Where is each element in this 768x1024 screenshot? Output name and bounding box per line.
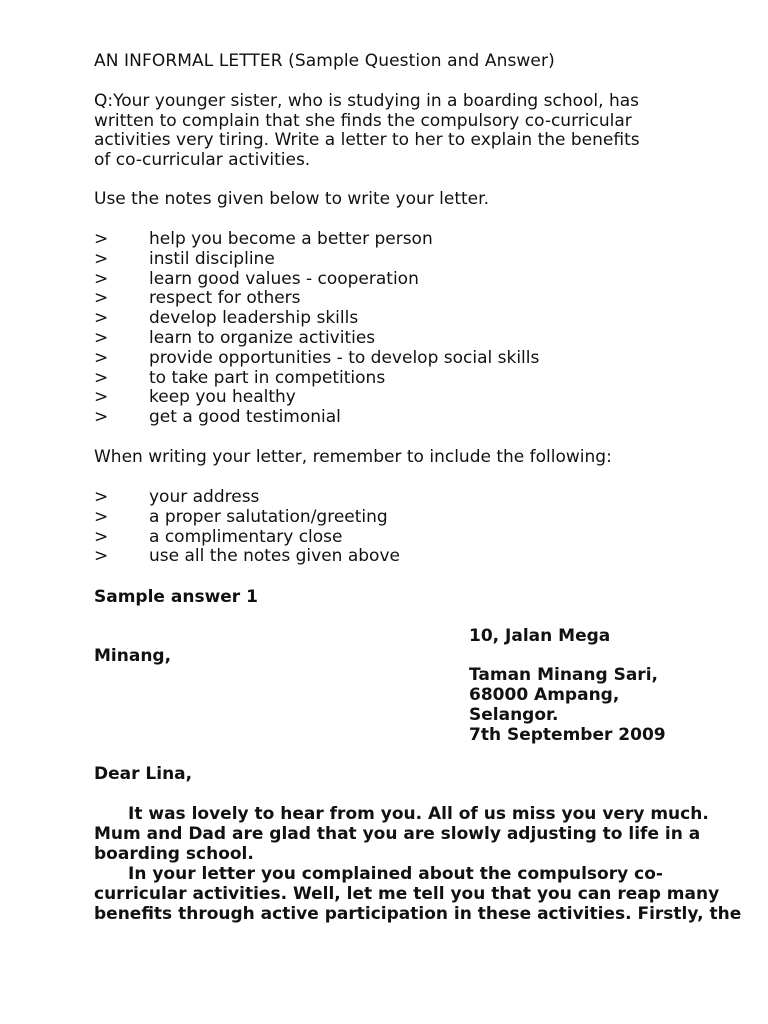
list-item: [94, 348, 694, 368]
document-title: AN INFORMAL LETTER (Sample Question and Answer): [94, 51, 555, 71]
body-line: Mum and Dad are glad that you are slowly adjusting to life in a: [94, 824, 701, 844]
question-line: written to complain that she finds the compulsory co-curricular: [94, 110, 632, 131]
note-text: keep you healthy: [149, 387, 296, 408]
note-text: get a good testimonial: [149, 407, 341, 428]
bullet-marker: >: [94, 268, 109, 289]
address-line: 10, Jalan Mega: [469, 626, 611, 646]
bullet-marker: >: [94, 407, 109, 428]
address-line: Selangor.: [469, 705, 559, 725]
letter-date: 7th September 2009: [469, 725, 666, 745]
bullet-marker: >: [94, 308, 109, 329]
bullet-marker: >: [94, 347, 109, 368]
note-text: learn good values - cooperation: [149, 268, 419, 289]
note-text: respect for others: [149, 288, 301, 309]
address-line-wrap: Minang,: [94, 646, 172, 666]
address-line: 68000 Ampang,: [469, 685, 620, 705]
list-item: [94, 269, 694, 289]
notes-list: [94, 229, 694, 427]
question-text: [94, 91, 640, 170]
list-item: [94, 487, 694, 507]
bullet-marker: >: [94, 288, 109, 309]
list-item: [94, 527, 694, 547]
note-text: learn to organize activities: [149, 327, 376, 348]
note-text: instil discipline: [149, 248, 275, 269]
remember-intro: When writing your letter, remember to include the following:: [94, 447, 612, 467]
salutation: Dear Lina,: [94, 764, 193, 784]
question-line: activities very tiring. Write a letter to her to explain the benefits: [94, 130, 640, 151]
question-line: of co-curricular activities.: [94, 150, 311, 171]
list-item: [94, 328, 694, 348]
list-item: [94, 249, 694, 269]
requirements-list: [94, 487, 694, 566]
requirement-text: a complimentary close: [149, 526, 343, 547]
body-line: In your letter you complained about the compulsory co-: [128, 864, 663, 884]
address-block: [469, 665, 666, 745]
bullet-marker: >: [94, 487, 109, 507]
list-item: [94, 288, 694, 308]
body-line: It was lovely to hear from you. All of us miss you very much.: [128, 804, 709, 824]
bullet-marker: >: [94, 367, 109, 388]
bullet-marker: >: [94, 387, 109, 408]
list-item: [94, 229, 694, 249]
requirement-text: your address: [149, 487, 260, 507]
letter-body: [94, 804, 741, 924]
bullet-marker: >: [94, 506, 109, 527]
notes-intro: Use the notes given below to write your letter.: [94, 189, 489, 209]
bullet-marker: >: [94, 229, 109, 249]
note-text: develop leadership skills: [149, 308, 359, 329]
bullet-marker: >: [94, 327, 109, 348]
bullet-marker: >: [94, 526, 109, 547]
list-item: [94, 387, 694, 407]
bullet-marker: >: [94, 546, 109, 567]
list-item: [94, 368, 694, 388]
body-line: benefits through active participation in these activities. Firstly, the: [94, 904, 742, 924]
body-line: boarding school.: [94, 844, 254, 864]
question-line: Q:Your younger sister, who is studying in a boarding school, has: [94, 91, 639, 111]
address-line: Taman Minang Sari,: [469, 665, 658, 685]
bullet-marker: >: [94, 248, 109, 269]
list-item: [94, 407, 694, 427]
body-line: curricular activities. Well, let me tell you that you can reap many: [94, 884, 720, 904]
note-text: help you become a better person: [149, 229, 433, 249]
list-item: [94, 546, 694, 566]
sample-answer-heading: Sample answer 1: [94, 587, 258, 607]
note-text: to take part in competitions: [149, 367, 386, 388]
list-item: [94, 507, 694, 527]
note-text: provide opportunities - to develop social skills: [149, 347, 540, 368]
requirement-text: use all the notes given above: [149, 546, 400, 567]
requirement-text: a proper salutation/greeting: [149, 506, 388, 527]
list-item: [94, 308, 694, 328]
